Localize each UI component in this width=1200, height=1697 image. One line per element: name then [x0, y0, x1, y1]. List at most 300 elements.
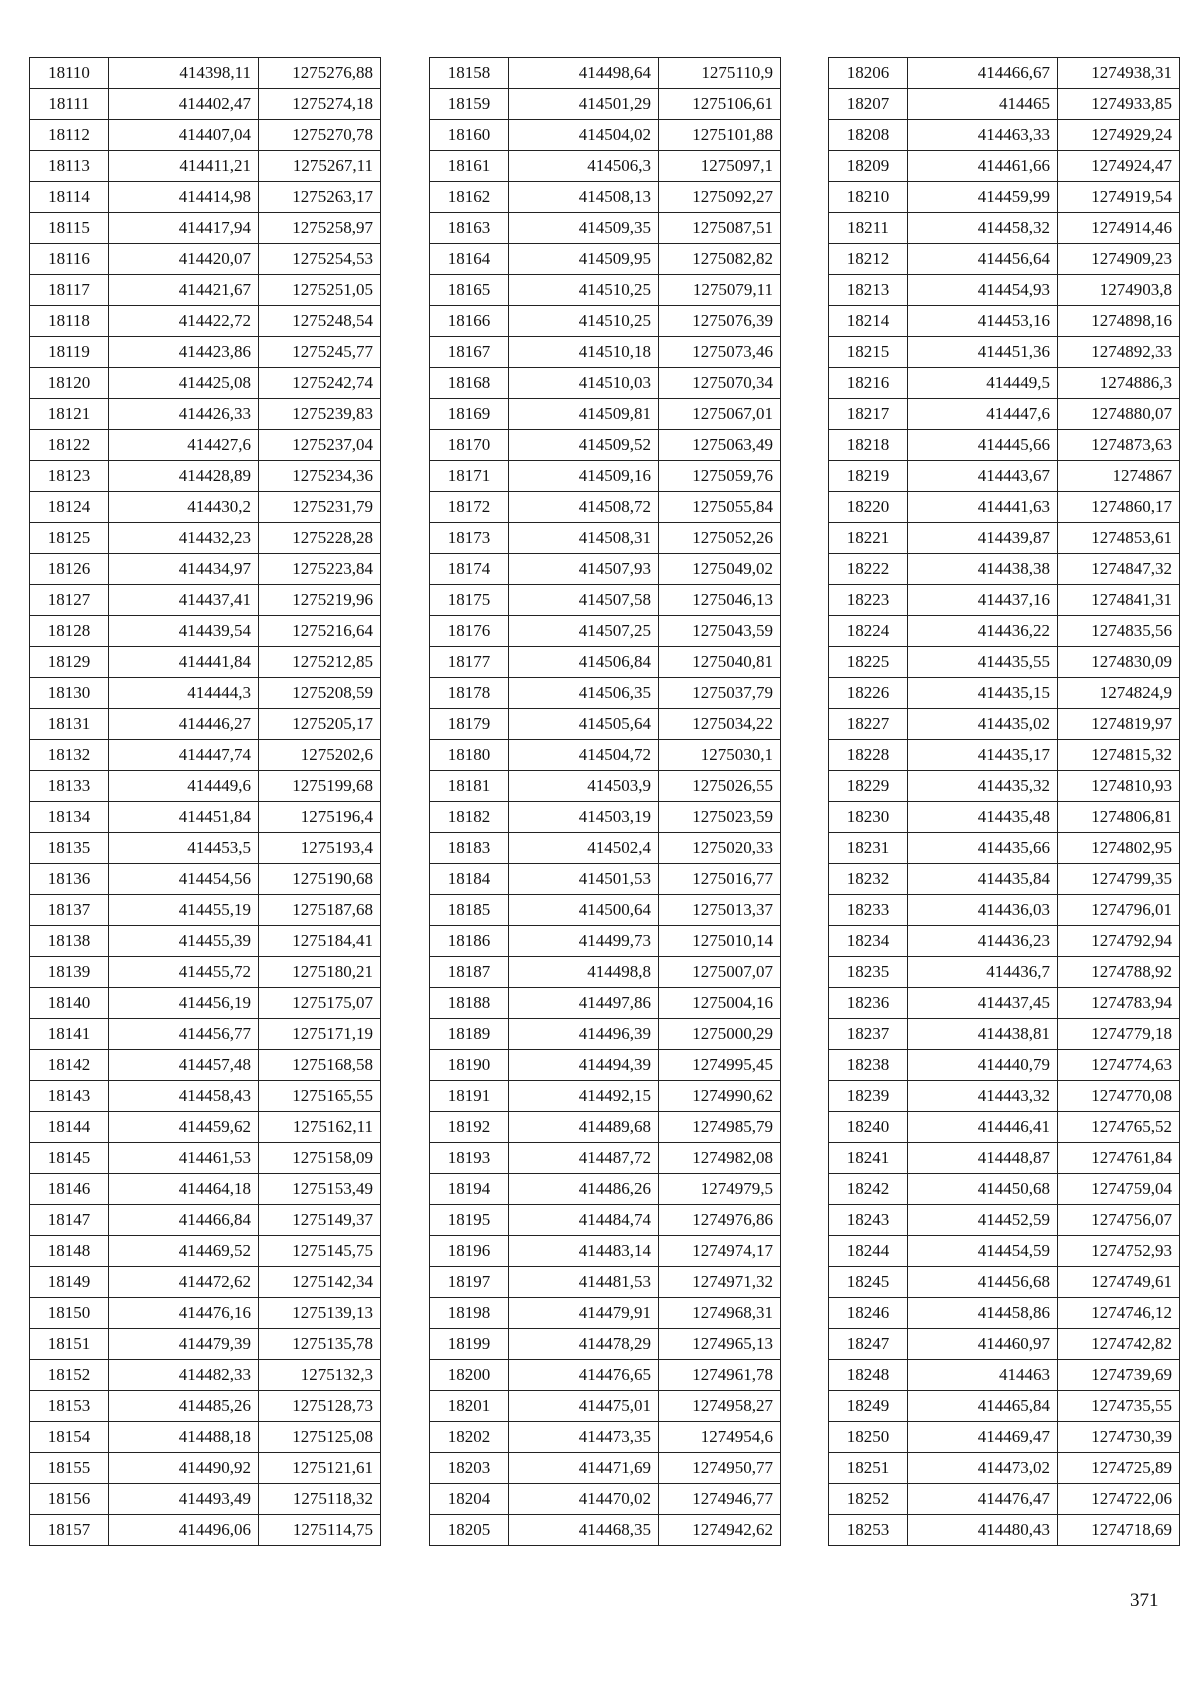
y-coordinate-cell: 1275092,27: [659, 182, 781, 213]
x-coordinate-cell: 414443,67: [908, 461, 1058, 492]
point-number-cell: 18228: [829, 740, 908, 771]
y-coordinate-cell: 1274725,89: [1058, 1453, 1180, 1484]
x-coordinate-cell: 414492,15: [509, 1081, 659, 1112]
x-coordinate-cell: 414445,66: [908, 430, 1058, 461]
x-coordinate-cell: 414427,6: [109, 430, 259, 461]
point-number-cell: 18112: [30, 120, 109, 151]
point-number-cell: 18184: [430, 864, 509, 895]
y-coordinate-cell: 1275162,11: [259, 1112, 381, 1143]
table-row: [430, 771, 781, 802]
y-coordinate-cell: 1275267,11: [259, 151, 381, 182]
table-row: [829, 1329, 1180, 1360]
y-coordinate-cell: 1274903,8: [1058, 275, 1180, 306]
y-coordinate-cell: 1274746,12: [1058, 1298, 1180, 1329]
y-coordinate-cell: 1275202,6: [259, 740, 381, 771]
y-coordinate-cell: 1274718,69: [1058, 1515, 1180, 1546]
point-number-cell: 18197: [430, 1267, 509, 1298]
x-coordinate-cell: 414482,33: [109, 1360, 259, 1391]
y-coordinate-cell: 1274961,78: [659, 1360, 781, 1391]
point-number-cell: 18171: [430, 461, 509, 492]
y-coordinate-cell: 1274761,84: [1058, 1143, 1180, 1174]
point-number-cell: 18194: [430, 1174, 509, 1205]
y-coordinate-cell: 1275052,26: [659, 523, 781, 554]
table-row: [430, 1329, 781, 1360]
x-coordinate-cell: 414470,02: [509, 1484, 659, 1515]
point-number-cell: 18236: [829, 988, 908, 1019]
x-coordinate-cell: 414504,72: [509, 740, 659, 771]
x-coordinate-cell: 414436,03: [908, 895, 1058, 926]
table-row: [829, 988, 1180, 1019]
y-coordinate-cell: 1275010,14: [659, 926, 781, 957]
table-row: [430, 399, 781, 430]
x-coordinate-cell: 414451,84: [109, 802, 259, 833]
x-coordinate-cell: 414449,5: [908, 368, 1058, 399]
point-number-cell: 18243: [829, 1205, 908, 1236]
table-row: [430, 1298, 781, 1329]
x-coordinate-cell: 414509,35: [509, 213, 659, 244]
y-coordinate-cell: 1275239,83: [259, 399, 381, 430]
table-row: [430, 1050, 781, 1081]
point-number-cell: 18111: [30, 89, 109, 120]
y-coordinate-cell: 1274860,17: [1058, 492, 1180, 523]
table-row: [30, 1112, 381, 1143]
table-row: [430, 647, 781, 678]
x-coordinate-cell: 414476,16: [109, 1298, 259, 1329]
point-number-cell: 18128: [30, 616, 109, 647]
x-coordinate-cell: 414508,72: [509, 492, 659, 523]
point-number-cell: 18218: [829, 430, 908, 461]
x-coordinate-cell: 414510,18: [509, 337, 659, 368]
table-row: [30, 957, 381, 988]
point-number-cell: 18220: [829, 492, 908, 523]
table-row: [30, 89, 381, 120]
point-number-cell: 18125: [30, 523, 109, 554]
x-coordinate-cell: 414454,59: [908, 1236, 1058, 1267]
x-coordinate-cell: 414435,15: [908, 678, 1058, 709]
table-row: [829, 399, 1180, 430]
y-coordinate-cell: 1275139,13: [259, 1298, 381, 1329]
x-coordinate-cell: 414458,86: [908, 1298, 1058, 1329]
table-row: [30, 1484, 381, 1515]
x-coordinate-cell: 414465,84: [908, 1391, 1058, 1422]
table-row: [430, 120, 781, 151]
table-row: [829, 864, 1180, 895]
table-row: [829, 926, 1180, 957]
y-coordinate-cell: 1275118,32: [259, 1484, 381, 1515]
table-row: [30, 1267, 381, 1298]
table-row: [30, 585, 381, 616]
x-coordinate-cell: 414459,62: [109, 1112, 259, 1143]
point-number-cell: 18196: [430, 1236, 509, 1267]
table-row: [430, 1360, 781, 1391]
x-coordinate-cell: 414435,55: [908, 647, 1058, 678]
y-coordinate-cell: 1275082,82: [659, 244, 781, 275]
table-row: [829, 1267, 1180, 1298]
table-row: [829, 709, 1180, 740]
table-row: [30, 616, 381, 647]
y-coordinate-cell: 1274914,46: [1058, 213, 1180, 244]
y-coordinate-cell: 1275168,58: [259, 1050, 381, 1081]
y-coordinate-cell: 1274892,33: [1058, 337, 1180, 368]
x-coordinate-cell: 414428,89: [109, 461, 259, 492]
point-number-cell: 18140: [30, 988, 109, 1019]
table-row: [829, 678, 1180, 709]
y-coordinate-cell: 1275208,59: [259, 678, 381, 709]
x-coordinate-cell: 414502,4: [509, 833, 659, 864]
point-number-cell: 18167: [430, 337, 509, 368]
y-coordinate-cell: 1275020,33: [659, 833, 781, 864]
x-coordinate-cell: 414437,16: [908, 585, 1058, 616]
table-row: [30, 833, 381, 864]
x-coordinate-cell: 414473,02: [908, 1453, 1058, 1484]
x-coordinate-cell: 414498,8: [509, 957, 659, 988]
x-coordinate-cell: 414501,53: [509, 864, 659, 895]
table-row: [829, 1453, 1180, 1484]
x-coordinate-cell: 414506,3: [509, 151, 659, 182]
y-coordinate-cell: 1274735,55: [1058, 1391, 1180, 1422]
point-number-cell: 18202: [430, 1422, 509, 1453]
point-number-cell: 18146: [30, 1174, 109, 1205]
table-row: [829, 1019, 1180, 1050]
y-coordinate-cell: 1275258,97: [259, 213, 381, 244]
x-coordinate-cell: 414439,54: [109, 616, 259, 647]
point-number-cell: 18121: [30, 399, 109, 430]
point-number-cell: 18143: [30, 1081, 109, 1112]
point-number-cell: 18158: [430, 58, 509, 89]
point-number-cell: 18195: [430, 1205, 509, 1236]
table-row: [430, 833, 781, 864]
x-coordinate-cell: 414510,25: [509, 275, 659, 306]
table-row: [30, 554, 381, 585]
y-coordinate-cell: 1275101,88: [659, 120, 781, 151]
y-coordinate-cell: 1274739,69: [1058, 1360, 1180, 1391]
y-coordinate-cell: 1274946,77: [659, 1484, 781, 1515]
table-row: [30, 523, 381, 554]
table-row: [829, 244, 1180, 275]
x-coordinate-cell: 414414,98: [109, 182, 259, 213]
x-coordinate-cell: 414435,17: [908, 740, 1058, 771]
y-coordinate-cell: 1274819,97: [1058, 709, 1180, 740]
x-coordinate-cell: 414455,72: [109, 957, 259, 988]
point-number-cell: 18214: [829, 306, 908, 337]
y-coordinate-cell: 1275254,53: [259, 244, 381, 275]
y-coordinate-cell: 1274954,6: [659, 1422, 781, 1453]
x-coordinate-cell: 414464,18: [109, 1174, 259, 1205]
y-coordinate-cell: 1275097,1: [659, 151, 781, 182]
table-row: [30, 1143, 381, 1174]
x-coordinate-cell: 414476,65: [509, 1360, 659, 1391]
table-row: [430, 461, 781, 492]
x-coordinate-cell: 414436,23: [908, 926, 1058, 957]
x-coordinate-cell: 414510,03: [509, 368, 659, 399]
table-row: [30, 740, 381, 771]
point-number-cell: 18119: [30, 337, 109, 368]
point-number-cell: 18181: [430, 771, 509, 802]
table-row: [829, 523, 1180, 554]
point-number-cell: 18117: [30, 275, 109, 306]
table-row: [430, 1453, 781, 1484]
y-coordinate-cell: 1274841,31: [1058, 585, 1180, 616]
y-coordinate-cell: 1275070,34: [659, 368, 781, 399]
point-number-cell: 18200: [430, 1360, 509, 1391]
table-row: [829, 771, 1180, 802]
x-coordinate-cell: 414439,87: [908, 523, 1058, 554]
point-number-cell: 18126: [30, 554, 109, 585]
y-coordinate-cell: 1275228,28: [259, 523, 381, 554]
table-row: [30, 1422, 381, 1453]
table-row: [829, 306, 1180, 337]
point-number-cell: 18144: [30, 1112, 109, 1143]
point-number-cell: 18177: [430, 647, 509, 678]
y-coordinate-cell: 1274968,31: [659, 1298, 781, 1329]
x-coordinate-cell: 414509,16: [509, 461, 659, 492]
table-row: [430, 523, 781, 554]
y-coordinate-cell: 1275216,64: [259, 616, 381, 647]
y-coordinate-cell: 1275196,4: [259, 802, 381, 833]
y-coordinate-cell: 1275145,75: [259, 1236, 381, 1267]
x-coordinate-cell: 414436,7: [908, 957, 1058, 988]
table-row: [30, 120, 381, 151]
table-row: [829, 461, 1180, 492]
y-coordinate-cell: 1275171,19: [259, 1019, 381, 1050]
coordinate-table-2: [429, 57, 781, 1546]
table-row: [829, 585, 1180, 616]
point-number-cell: 18211: [829, 213, 908, 244]
table-row: [430, 678, 781, 709]
point-number-cell: 18137: [30, 895, 109, 926]
point-number-cell: 18224: [829, 616, 908, 647]
table-row: [430, 1019, 781, 1050]
table-row: [30, 492, 381, 523]
table-row: [829, 120, 1180, 151]
table-row: [829, 492, 1180, 523]
y-coordinate-cell: 1274853,61: [1058, 523, 1180, 554]
y-coordinate-cell: 1274985,79: [659, 1112, 781, 1143]
point-number-cell: 18193: [430, 1143, 509, 1174]
table-row: [430, 244, 781, 275]
point-number-cell: 18235: [829, 957, 908, 988]
y-coordinate-cell: 1275237,04: [259, 430, 381, 461]
point-number-cell: 18231: [829, 833, 908, 864]
x-coordinate-cell: 414507,58: [509, 585, 659, 616]
y-coordinate-cell: 1275219,96: [259, 585, 381, 616]
table-row: [430, 306, 781, 337]
x-coordinate-cell: 414508,31: [509, 523, 659, 554]
y-coordinate-cell: 1275199,68: [259, 771, 381, 802]
point-number-cell: 18199: [430, 1329, 509, 1360]
y-coordinate-cell: 1275193,4: [259, 833, 381, 864]
x-coordinate-cell: 414489,68: [509, 1112, 659, 1143]
x-coordinate-cell: 414500,64: [509, 895, 659, 926]
x-coordinate-cell: 414498,64: [509, 58, 659, 89]
table-row: [30, 1081, 381, 1112]
y-coordinate-cell: 1275212,85: [259, 647, 381, 678]
x-coordinate-cell: 414437,41: [109, 585, 259, 616]
point-number-cell: 18183: [430, 833, 509, 864]
x-coordinate-cell: 414454,93: [908, 275, 1058, 306]
point-number-cell: 18134: [30, 802, 109, 833]
coordinate-table-1: [29, 57, 381, 1546]
table-row: [430, 151, 781, 182]
y-coordinate-cell: 1275245,77: [259, 337, 381, 368]
point-number-cell: 18223: [829, 585, 908, 616]
point-number-cell: 18138: [30, 926, 109, 957]
x-coordinate-cell: 414435,48: [908, 802, 1058, 833]
table-row: [829, 1143, 1180, 1174]
point-number-cell: 18210: [829, 182, 908, 213]
point-number-cell: 18238: [829, 1050, 908, 1081]
y-coordinate-cell: 1274933,85: [1058, 89, 1180, 120]
y-coordinate-cell: 1274824,9: [1058, 678, 1180, 709]
x-coordinate-cell: 414466,67: [908, 58, 1058, 89]
y-coordinate-cell: 1274742,82: [1058, 1329, 1180, 1360]
x-coordinate-cell: 414504,02: [509, 120, 659, 151]
table-row: [30, 678, 381, 709]
y-coordinate-cell: 1275026,55: [659, 771, 781, 802]
point-number-cell: 18174: [430, 554, 509, 585]
y-coordinate-cell: 1274898,16: [1058, 306, 1180, 337]
x-coordinate-cell: 414480,43: [908, 1515, 1058, 1546]
x-coordinate-cell: 414447,6: [908, 399, 1058, 430]
point-number-cell: 18114: [30, 182, 109, 213]
point-number-cell: 18173: [430, 523, 509, 554]
table-row: [30, 306, 381, 337]
point-number-cell: 18241: [829, 1143, 908, 1174]
y-coordinate-cell: 1275016,77: [659, 864, 781, 895]
point-number-cell: 18246: [829, 1298, 908, 1329]
y-coordinate-cell: 1275180,21: [259, 957, 381, 988]
point-number-cell: 18204: [430, 1484, 509, 1515]
point-number-cell: 18132: [30, 740, 109, 771]
table-row: [829, 151, 1180, 182]
point-number-cell: 18166: [430, 306, 509, 337]
y-coordinate-cell: 1275049,02: [659, 554, 781, 585]
y-coordinate-cell: 1275030,1: [659, 740, 781, 771]
table-row: [430, 1391, 781, 1422]
x-coordinate-cell: 414421,67: [109, 275, 259, 306]
y-coordinate-cell: 1274942,62: [659, 1515, 781, 1546]
x-coordinate-cell: 414447,74: [109, 740, 259, 771]
x-coordinate-cell: 414446,41: [908, 1112, 1058, 1143]
table-row: [829, 554, 1180, 585]
y-coordinate-cell: 1275046,13: [659, 585, 781, 616]
x-coordinate-cell: 414440,79: [908, 1050, 1058, 1081]
x-coordinate-cell: 414476,47: [908, 1484, 1058, 1515]
table-row: [829, 58, 1180, 89]
x-coordinate-cell: 414505,64: [509, 709, 659, 740]
x-coordinate-cell: 414453,16: [908, 306, 1058, 337]
point-number-cell: 18120: [30, 368, 109, 399]
x-coordinate-cell: 414478,29: [509, 1329, 659, 1360]
point-number-cell: 18157: [30, 1515, 109, 1546]
table-row: [430, 1112, 781, 1143]
table-row: [829, 1112, 1180, 1143]
y-coordinate-cell: 1274783,94: [1058, 988, 1180, 1019]
x-coordinate-cell: 414493,49: [109, 1484, 259, 1515]
point-number-cell: 18147: [30, 1205, 109, 1236]
point-number-cell: 18159: [430, 89, 509, 120]
y-coordinate-cell: 1275063,49: [659, 430, 781, 461]
point-number-cell: 18139: [30, 957, 109, 988]
point-number-cell: 18212: [829, 244, 908, 275]
y-coordinate-cell: 1275004,16: [659, 988, 781, 1019]
table-row: [829, 802, 1180, 833]
table-row: [430, 337, 781, 368]
table-row: [430, 213, 781, 244]
point-number-cell: 18201: [430, 1391, 509, 1422]
x-coordinate-cell: 414456,77: [109, 1019, 259, 1050]
table-row: [430, 895, 781, 926]
x-coordinate-cell: 414509,95: [509, 244, 659, 275]
y-coordinate-cell: 1275270,78: [259, 120, 381, 151]
point-number-cell: 18150: [30, 1298, 109, 1329]
point-number-cell: 18156: [30, 1484, 109, 1515]
point-number-cell: 18151: [30, 1329, 109, 1360]
x-coordinate-cell: 414446,27: [109, 709, 259, 740]
point-number-cell: 18227: [829, 709, 908, 740]
table-row: [30, 895, 381, 926]
y-coordinate-cell: 1274847,32: [1058, 554, 1180, 585]
point-number-cell: 18160: [430, 120, 509, 151]
y-coordinate-cell: 1275087,51: [659, 213, 781, 244]
point-number-cell: 18118: [30, 306, 109, 337]
point-number-cell: 18179: [430, 709, 509, 740]
point-number-cell: 18237: [829, 1019, 908, 1050]
table-row: [829, 275, 1180, 306]
x-coordinate-cell: 414436,22: [908, 616, 1058, 647]
y-coordinate-cell: 1274965,13: [659, 1329, 781, 1360]
point-number-cell: 18209: [829, 151, 908, 182]
point-number-cell: 18124: [30, 492, 109, 523]
x-coordinate-cell: 414460,97: [908, 1329, 1058, 1360]
y-coordinate-cell: 1274971,32: [659, 1267, 781, 1298]
y-coordinate-cell: 1275248,54: [259, 306, 381, 337]
point-number-cell: 18185: [430, 895, 509, 926]
y-coordinate-cell: 1274722,06: [1058, 1484, 1180, 1515]
x-coordinate-cell: 414435,32: [908, 771, 1058, 802]
page-number: 371: [1130, 1590, 1159, 1611]
table-row: [829, 1081, 1180, 1112]
x-coordinate-cell: 414468,35: [509, 1515, 659, 1546]
x-coordinate-cell: 414455,39: [109, 926, 259, 957]
point-number-cell: 18198: [430, 1298, 509, 1329]
point-number-cell: 18178: [430, 678, 509, 709]
table-row: [430, 1484, 781, 1515]
table-row: [829, 647, 1180, 678]
table-row: [829, 895, 1180, 926]
point-number-cell: 18187: [430, 957, 509, 988]
x-coordinate-cell: 414441,63: [908, 492, 1058, 523]
point-number-cell: 18190: [430, 1050, 509, 1081]
y-coordinate-cell: 1275184,41: [259, 926, 381, 957]
y-coordinate-cell: 1274806,81: [1058, 802, 1180, 833]
table-row: [430, 1422, 781, 1453]
point-number-cell: 18216: [829, 368, 908, 399]
x-coordinate-cell: 414425,08: [109, 368, 259, 399]
x-coordinate-cell: 414430,2: [109, 492, 259, 523]
point-number-cell: 18176: [430, 616, 509, 647]
table-row: [430, 926, 781, 957]
x-coordinate-cell: 414479,91: [509, 1298, 659, 1329]
point-number-cell: 18161: [430, 151, 509, 182]
x-coordinate-cell: 414506,35: [509, 678, 659, 709]
table-row: [430, 616, 781, 647]
point-number-cell: 18168: [430, 368, 509, 399]
point-number-cell: 18172: [430, 492, 509, 523]
x-coordinate-cell: 414471,69: [509, 1453, 659, 1484]
x-coordinate-cell: 414438,38: [908, 554, 1058, 585]
point-number-cell: 18213: [829, 275, 908, 306]
